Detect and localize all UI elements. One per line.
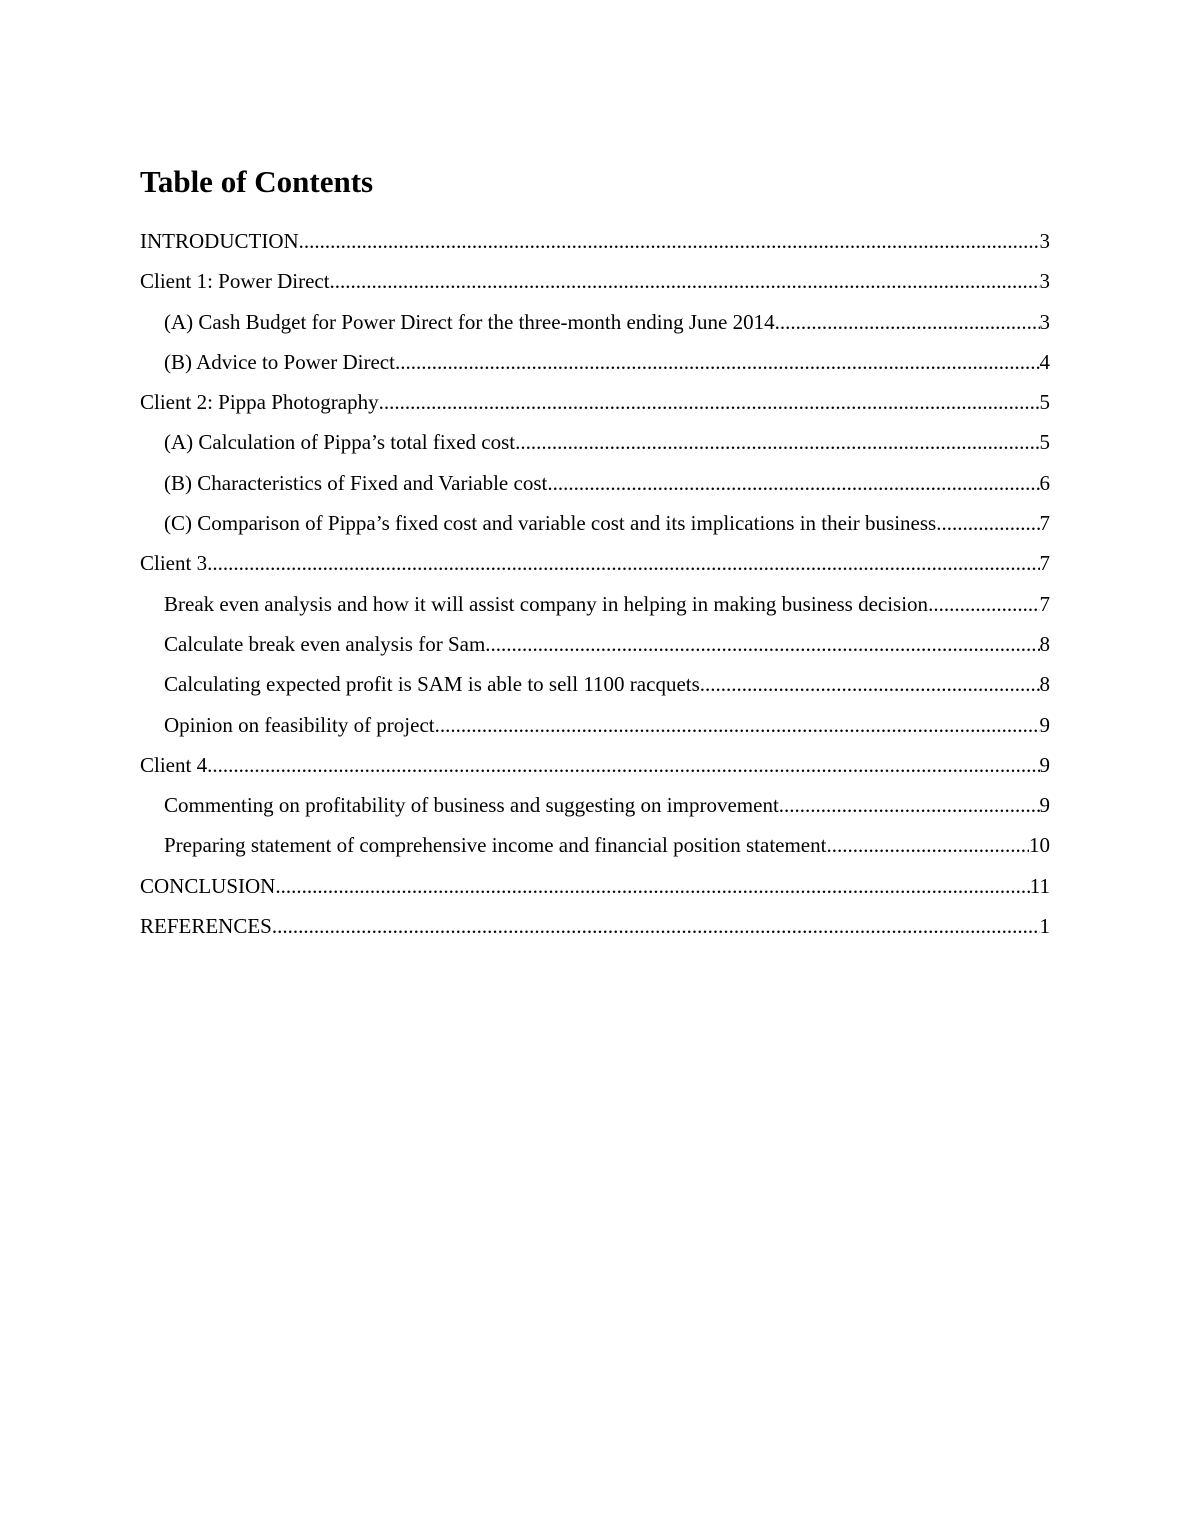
toc-entry-page-number: 7 xyxy=(1039,511,1050,536)
toc-entry-label: Client 4 xyxy=(140,752,208,777)
toc-dot-leader xyxy=(395,342,1040,382)
toc-entry-page-number: 8 xyxy=(1039,672,1050,697)
toc-entry[interactable] xyxy=(140,302,1050,342)
toc-entry[interactable] xyxy=(140,221,1050,261)
toc-entry-label: (C) Comparison of Pippa’s fixed cost and variable cost and its implications in their business. xyxy=(164,511,942,536)
toc-entry-label: CONCLUSION xyxy=(140,873,276,898)
toc-entry[interactable] xyxy=(140,382,1050,422)
toc-entry-page-number: 7 xyxy=(1039,551,1050,576)
toc-entry[interactable] xyxy=(140,342,1050,382)
toc-entry-label: (B) Characteristics of Fixed and Variable cost xyxy=(164,470,548,495)
toc-dot-leader xyxy=(928,584,1039,624)
toc-entry-label: Opinion on feasibility of project xyxy=(164,712,435,737)
toc-title: Table of Contents xyxy=(140,164,374,199)
toc-dot-leader xyxy=(700,664,1040,704)
toc-dot-leader xyxy=(207,745,1039,785)
document-page xyxy=(140,158,1050,946)
toc-entry[interactable] xyxy=(140,785,1050,825)
toc-entry[interactable] xyxy=(140,261,1050,301)
toc-entry-label: Calculating expected profit is SAM is able to sell 1100 racquets xyxy=(164,672,700,697)
toc-entry-label: Preparing statement of comprehensive income and financial position statement xyxy=(164,833,827,858)
toc-entry[interactable] xyxy=(140,503,1050,543)
toc-entry-page-number: 9 xyxy=(1039,712,1050,737)
toc-entry-label: Client 2: Pippa Photography xyxy=(140,390,379,415)
toc-entry-label: (B) Advice to Power Direct xyxy=(164,349,395,374)
toc-entry-page-number: 11 xyxy=(1029,873,1050,898)
toc-entry[interactable] xyxy=(140,866,1050,906)
toc-entry[interactable] xyxy=(140,664,1050,704)
toc-entry[interactable] xyxy=(140,624,1050,664)
toc-dot-leader xyxy=(826,825,1029,865)
toc-dot-leader xyxy=(485,624,1039,664)
toc-entry-page-number: 10 xyxy=(1029,833,1050,858)
toc-dot-leader xyxy=(435,705,1040,745)
toc-entry[interactable] xyxy=(140,745,1050,785)
toc-dot-leader xyxy=(779,785,1040,825)
toc-entry[interactable] xyxy=(140,422,1050,462)
toc-entry[interactable] xyxy=(140,463,1050,503)
toc-dot-leader xyxy=(330,261,1040,301)
toc-entry-label: Break even analysis and how it will assist company in helping in making business decision xyxy=(164,591,929,616)
toc-entry-page-number: 5 xyxy=(1039,390,1050,415)
toc-dot-leader xyxy=(775,302,1040,342)
toc-entry-page-number: 6 xyxy=(1039,470,1050,495)
toc-entry-page-number: 7 xyxy=(1039,591,1050,616)
toc-entry-page-number: 9 xyxy=(1039,752,1050,777)
toc-dot-leader xyxy=(547,463,1039,503)
toc-entry-page-number: 9 xyxy=(1039,793,1050,818)
toc-entry-label: REFERENCES xyxy=(140,914,272,939)
toc-entry-label: (A) Calculation of Pippa’s total fixed cost xyxy=(164,430,516,455)
toc-entry[interactable] xyxy=(140,825,1050,865)
toc-entry-page-number: 8 xyxy=(1039,631,1050,656)
toc-dot-leader xyxy=(515,422,1039,462)
toc-entry-label: INTRODUCTION xyxy=(140,229,299,253)
toc-entry-page-number: 5 xyxy=(1039,430,1050,455)
toc-entry[interactable] xyxy=(140,705,1050,745)
toc-dot-leader xyxy=(272,906,1040,946)
toc-entry-label: Commenting on profitability of business and suggesting on improvement xyxy=(164,793,779,818)
toc-entry-page-number: 3 xyxy=(1039,309,1050,334)
toc-dot-leader xyxy=(299,221,1040,261)
toc-dot-leader xyxy=(207,543,1039,583)
toc-entry-page-number: 3 xyxy=(1039,269,1050,294)
toc-dot-leader xyxy=(379,382,1040,422)
toc-dot-leader xyxy=(275,866,1029,906)
toc-entry[interactable] xyxy=(140,584,1050,624)
toc-dot-leader xyxy=(941,503,1039,543)
toc-entry-label: Client 3 xyxy=(140,551,208,576)
toc-entry-label: (A) Cash Budget for Power Direct for the three-month ending June 2014 xyxy=(164,309,775,334)
toc-entry-page-number: 3 xyxy=(1039,229,1050,253)
toc-entry-page-number: 4 xyxy=(1039,349,1050,374)
toc-entry-page-number: 1 xyxy=(1039,914,1050,939)
toc-entry[interactable] xyxy=(140,906,1050,946)
toc-entry-label: Calculate break even analysis for Sam xyxy=(164,631,486,656)
toc-entry-label: Client 1: Power Direct xyxy=(140,269,330,294)
toc-entry[interactable] xyxy=(140,543,1050,583)
toc-list xyxy=(140,221,1050,946)
